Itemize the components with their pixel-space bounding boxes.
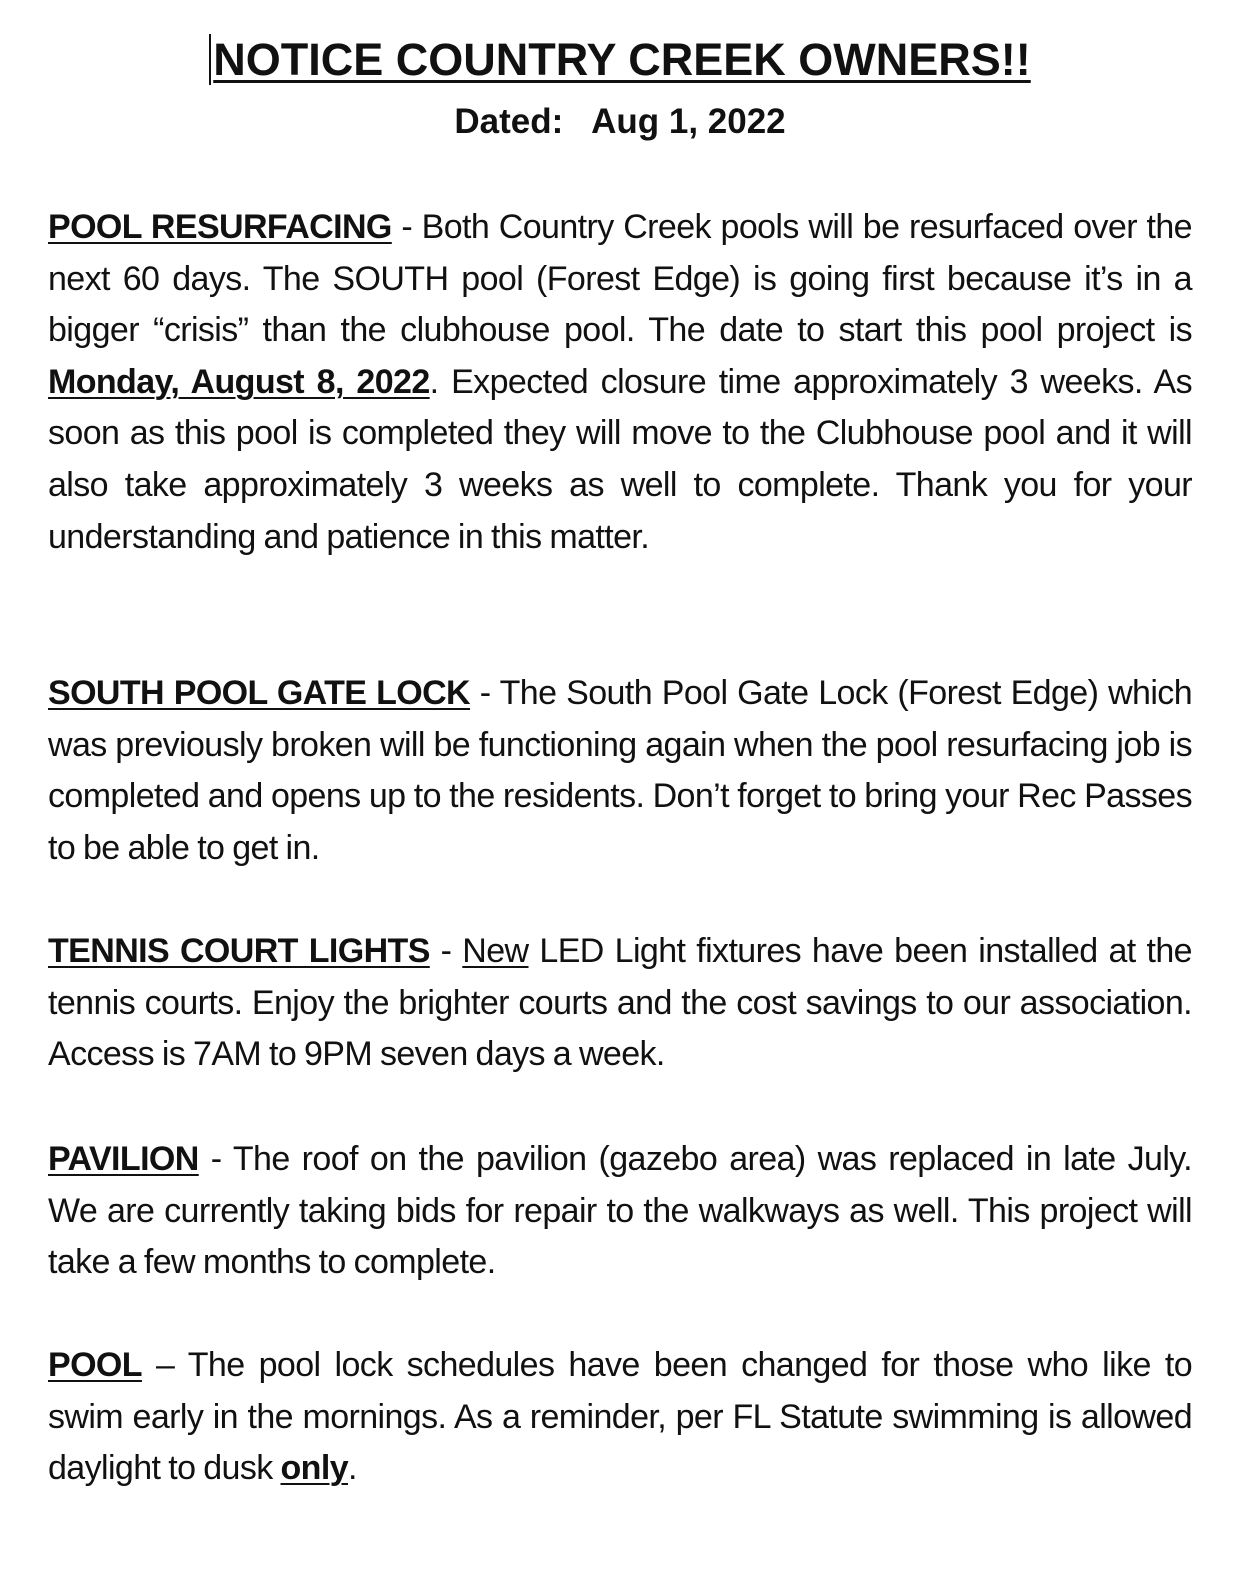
section-text: - The roof on the pavilion (gazebo area) was replaced in late July. We are currently taking bids for repair to the walkways as well. This project will take a few months to complete. — [48, 1140, 1192, 1282]
section-pavilion — [48, 1134, 1192, 1289]
section-text: . — [348, 1449, 357, 1488]
section-heading-gate-lock: SOUTH POOL GATE LOCK — [48, 674, 471, 712]
section-heading-pool: POOL — [48, 1346, 142, 1384]
section-text: – The pool lock schedules have been changed for those who like to swim early in the mornings. As a reminder, per FL Statute swimming is allowed daylight to dusk — [48, 1346, 1192, 1488]
section-pool-resurfacing — [48, 202, 1192, 563]
notice-title — [0, 32, 1240, 88]
section-dash: - — [429, 932, 463, 970]
section-heading-pool-resurfacing: POOL RESURFACING — [48, 208, 392, 246]
section-text: . Expected closure time approximately 3 weeks. As soon as this pool is completed they will move to the Clubhouse pool and it will also take approximately 3 weeks as well to complete. Thank you for your understanding and patience in this matter. — [48, 362, 1192, 556]
section-heading-tennis: TENNIS COURT LIGHTS — [48, 932, 430, 970]
section-text: - Both Country Creek pools will be resurfaced over the next 60 days. The SOUTH pool (Forest Edge) is going first because it’s in a bigger “crisis” than the clubhouse pool. The date to start this pool project is — [48, 208, 1192, 350]
section-pool — [48, 1340, 1192, 1495]
section-gate-lock — [48, 668, 1192, 874]
notice-date: Dated: Aug 1, 2022 — [454, 102, 786, 141]
only-word: only — [280, 1449, 349, 1488]
new-word: New — [462, 932, 529, 970]
section-heading-pavilion: PAVILION — [48, 1140, 199, 1178]
section-text: LED Light fixtures have been installed at the tennis courts. Enjoy the brighter courts and the cost savings to our association. Access is 7AM to 9PM seven days a week. — [48, 932, 1192, 1074]
notice-title-text: NOTICE COUNTRY CREEK OWNERS!! — [209, 34, 1031, 85]
start-date: Monday, August 8, 2022 — [48, 362, 430, 401]
section-text: - The South Pool Gate Lock (Forest Edge) which was previously broken will be functioning again when the pool resurfacing job is completed and opens up to the residents. Don’t forget to bring your Rec Passes to be able to get in. — [48, 674, 1192, 867]
section-tennis-court-lights — [48, 926, 1192, 1081]
